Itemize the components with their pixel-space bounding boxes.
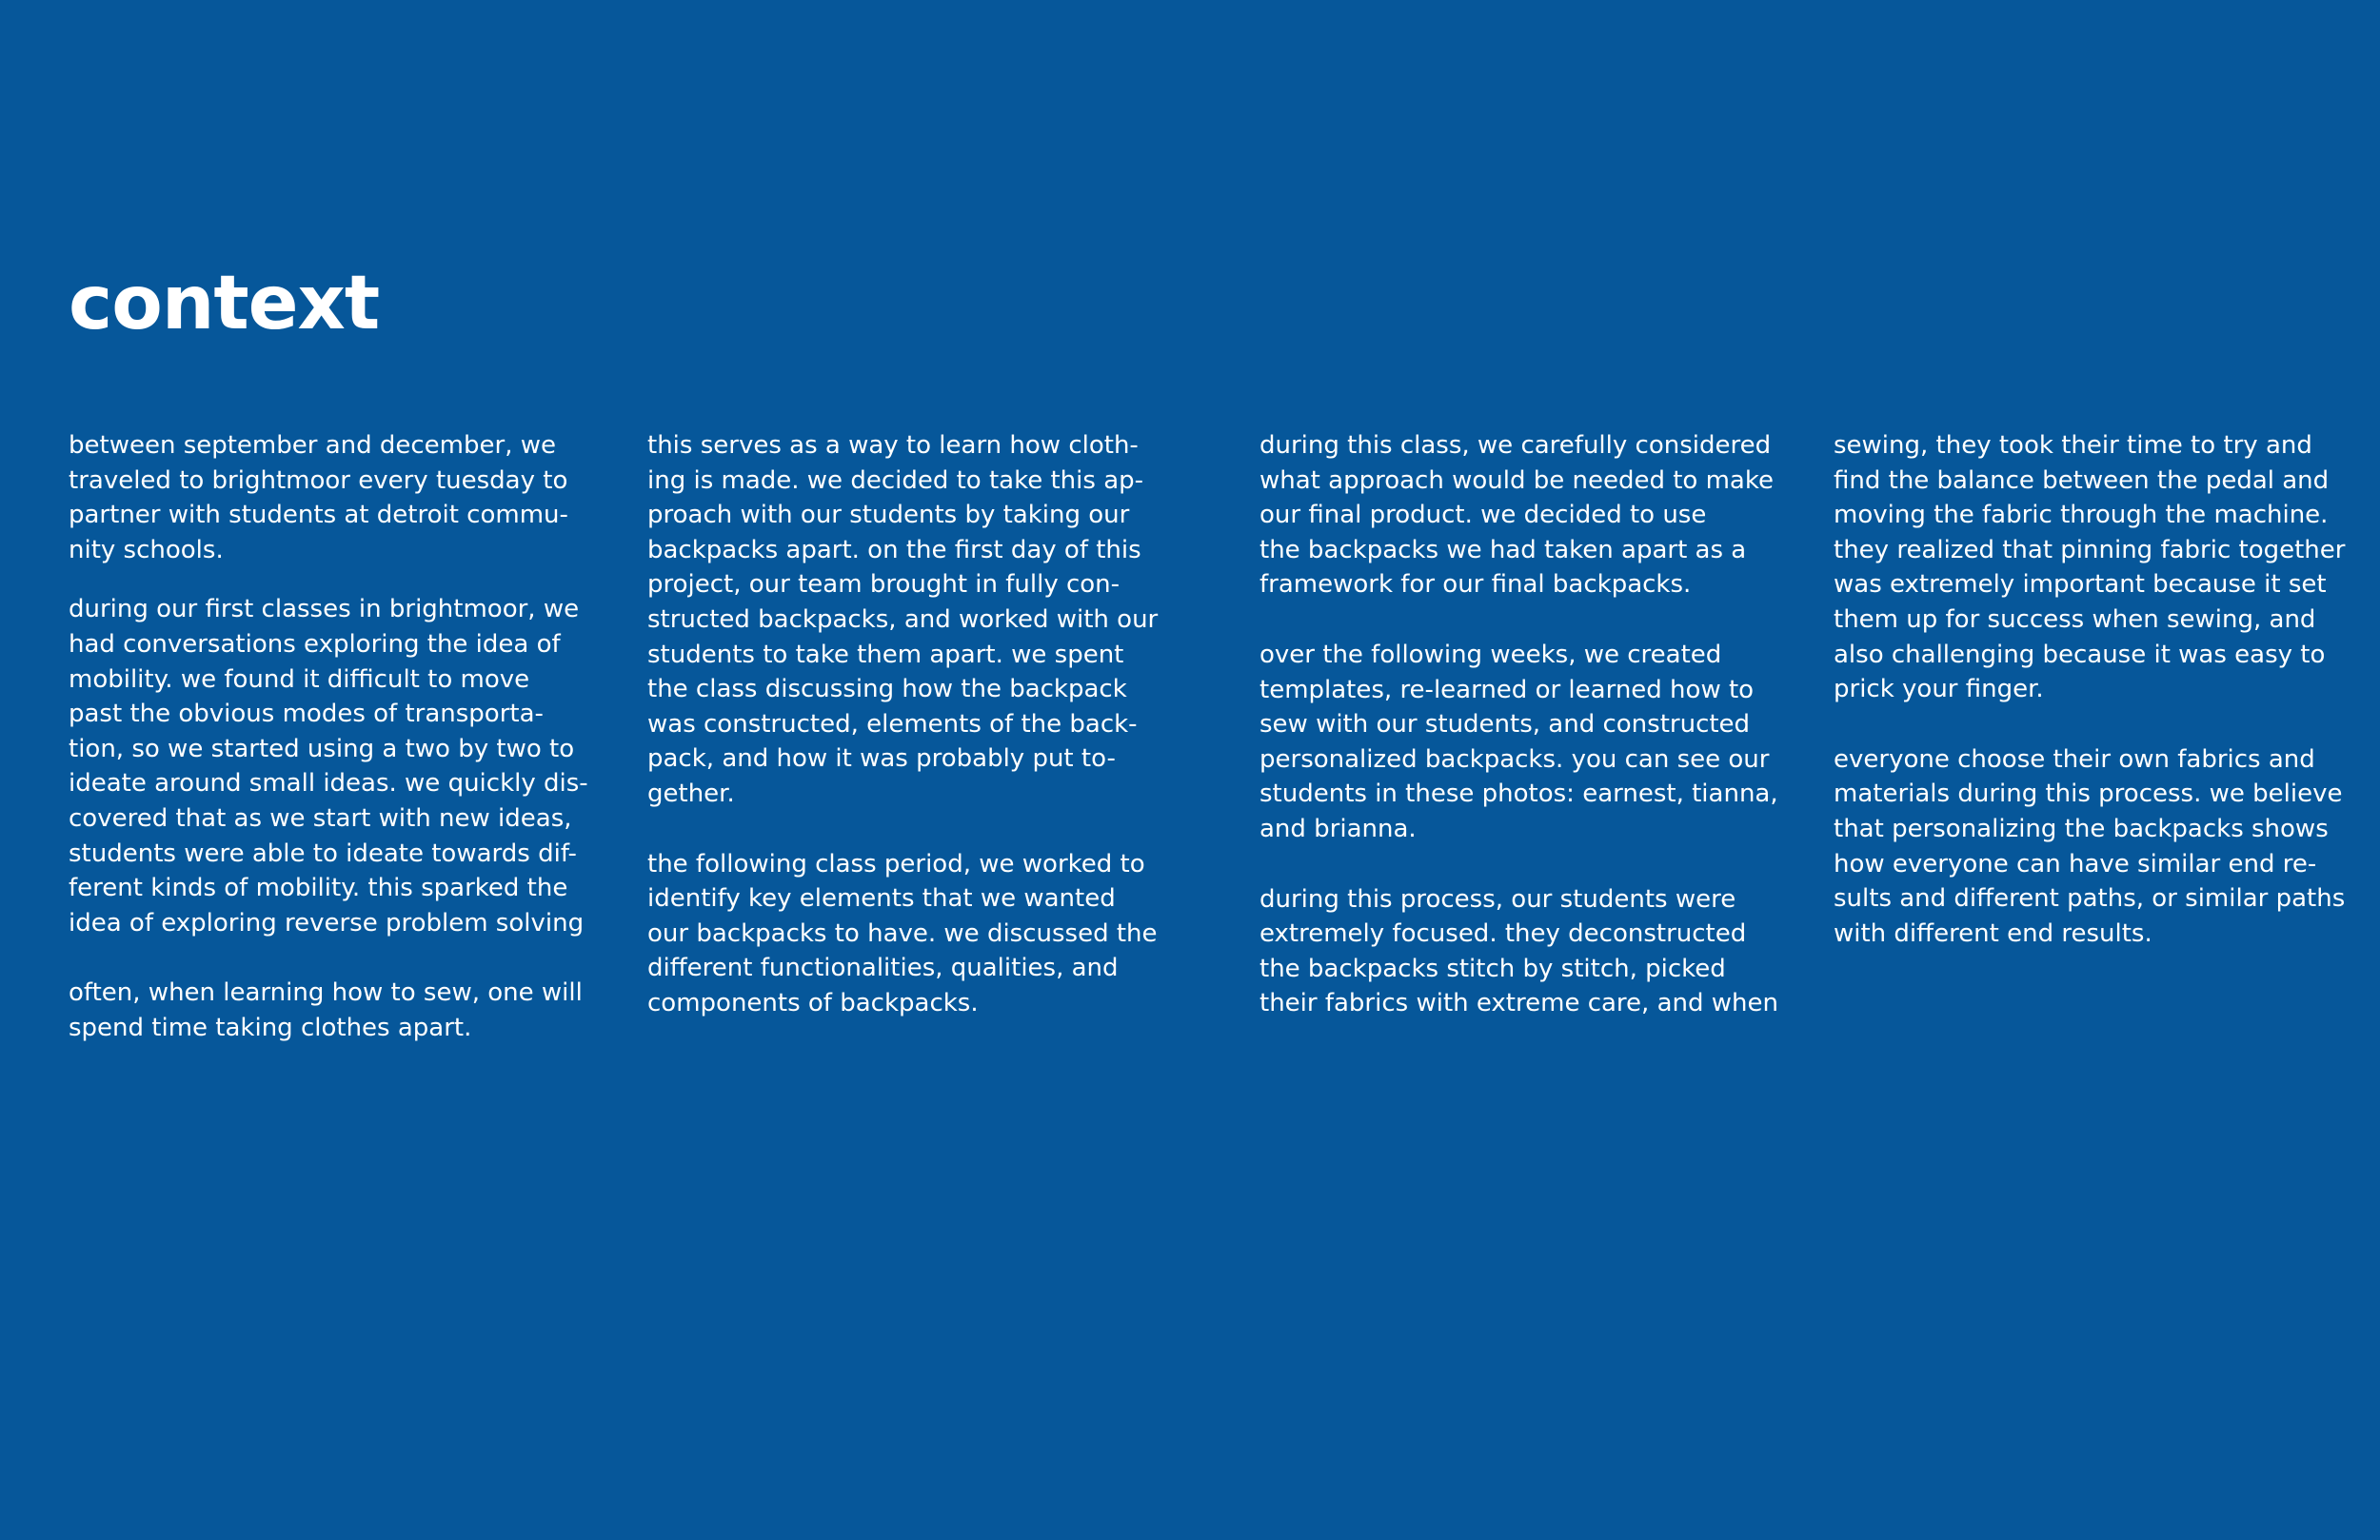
- paragraph: this serves as a way to learn how cloth- ing is made. we decided to take this ap- proach with our students by taking our backpacks apart. on the first day of this project, our team brought in fully con- structed backpacks, and worked with our students to take them apart. we spent the class discussing how the backpack was constructed, elements of the back- pack, and how it was probably put to- gether.: [647, 431, 1159, 808]
- paragraph: sewing, they took their time to try and find the balance between the pedal and moving the fabric through the machine. they realized that pinning fabric together was extremely important because it set them up for success when sewing, and also challenging because it was easy to prick your finger.: [1834, 431, 2346, 704]
- paragraph: during this process, our students were extremely focused. they deconstructed the backpacks stitch by stitch, picked their fabrics with extreme care, and when: [1259, 884, 1778, 1018]
- paragraph: over the following weeks, we created templates, re-learned or learned how to sew with our students, and constructed personalized backpacks. you can see our students in these photos: earnest, tianna, and brianna.: [1259, 640, 1778, 843]
- paragraph: often, when learning how to sew, one will spend time taking clothes apart.: [69, 978, 583, 1042]
- text-column-2: [647, 428, 1190, 1021]
- paragraph: the following class period, we worked to identify key elements that we wanted our backpacks to have. we discussed the different functionalities, qualities, and components of backpacks.: [647, 849, 1158, 1017]
- text-column-1: [69, 428, 602, 1046]
- text-column-4: [1834, 428, 2367, 951]
- paragraph: between september and december, we traveled to brightmoor every tuesday to partner with students at detroit commu- nity schools.: [69, 431, 568, 564]
- page-title: context: [69, 261, 380, 346]
- paragraph: during this class, we carefully considered what approach would be needed to make our final product. we decided to use the backpacks we had taken apart as a framework for our final backpacks.: [1259, 431, 1774, 600]
- text-column-3: [1259, 428, 1793, 1021]
- paragraph: everyone choose their own fabrics and materials during this process. we believe that personalizing the backpacks shows how everyone can have similar end re- sults and different paths, or similar paths with different end results.: [1834, 744, 2346, 948]
- paragraph: during our first classes in brightmoor, we had conversations exploring the idea of mobility. we found it difficult to move past the obvious modes of transporta- tion, so we started using a two by two to ideate around small ideas. we quickly dis- covered that as we start with new ideas, students were able to ideate towards dif- ferent kinds of mobility. this sparked the idea of exploring reverse problem solving: [69, 595, 588, 938]
